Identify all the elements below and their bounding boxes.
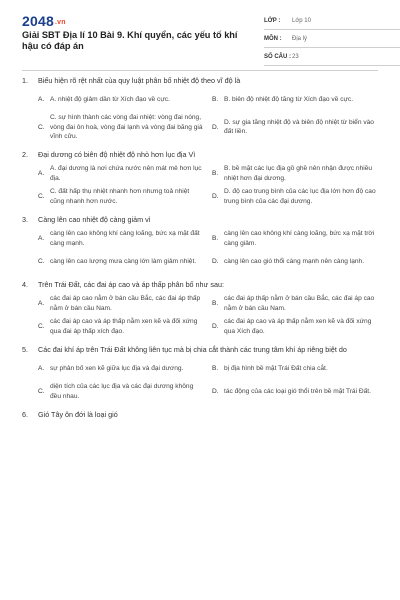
document-header: [22, 0, 378, 70]
option-letter: A.: [38, 364, 45, 372]
answer-option[interactable]: [38, 252, 204, 272]
question-number: 2.: [22, 149, 28, 159]
option-letter: D.: [212, 123, 219, 131]
option-text: càng lên cao không khí càng loãng, bức xạ mặt trời càng giảm.: [224, 230, 375, 247]
option-text: càng lên cao lượng mưa càng lớn làm giảm nhiệt.: [50, 257, 197, 265]
option-letter: A.: [38, 234, 45, 242]
option-text: sự phân bố xen kẽ giữa lục địa và đại dương.: [50, 364, 184, 372]
option-letter: C.: [38, 123, 45, 131]
meta-value: 23: [292, 53, 299, 60]
question-5: [22, 345, 378, 402]
question-number: 5.: [22, 344, 28, 354]
option-text: diện tích của các lục địa và các đại dương không đều nhau.: [50, 383, 194, 400]
option-text: bị địa hình bề mặt Trái Đất chia cắt.: [224, 364, 328, 372]
option-letter: D.: [212, 257, 219, 265]
answer-option[interactable]: [38, 113, 204, 142]
option-letter: D.: [212, 322, 219, 330]
answer-option[interactable]: [38, 294, 204, 314]
answer-option[interactable]: [212, 113, 378, 142]
question-number: 1.: [22, 76, 28, 85]
option-text: C. đất hấp thụ nhiệt nhanh hơn nhưng toả nhiệt cũng nhanh hơn nước.: [50, 188, 190, 205]
option-letter: C.: [38, 322, 45, 330]
question-text: [22, 150, 378, 160]
answer-option[interactable]: [212, 90, 378, 110]
option-letter: B.: [212, 364, 219, 372]
question-4: [22, 280, 378, 337]
question-text: [22, 345, 378, 355]
answer-option[interactable]: [212, 164, 378, 184]
option-letter: A.: [38, 169, 45, 177]
question-stem: Đại dương có biên độ nhiệt độ nhỏ hơn lục địa Vì: [38, 149, 196, 159]
meta-key: MÔN :: [264, 35, 282, 42]
option-letter: D.: [212, 387, 219, 395]
question-list: [22, 76, 378, 428]
meta-key: LỚP :: [264, 17, 281, 24]
answer-options: [22, 90, 378, 142]
option-text: A. nhiệt độ giảm dần từ Xích đạo về cực.: [50, 96, 170, 104]
answer-option[interactable]: [38, 187, 204, 207]
question-6: [22, 410, 378, 420]
question-2: [22, 150, 378, 207]
option-letter: A.: [38, 96, 45, 104]
question-number: 3.: [22, 214, 28, 224]
answer-option[interactable]: [38, 359, 204, 379]
answer-option[interactable]: [38, 164, 204, 184]
answer-option[interactable]: [38, 90, 204, 110]
option-letter: B.: [212, 234, 219, 242]
answer-option[interactable]: [212, 294, 378, 314]
answer-option[interactable]: [212, 359, 378, 379]
answer-option[interactable]: [212, 252, 378, 272]
option-letter: C.: [38, 387, 45, 395]
answer-option[interactable]: [38, 229, 204, 249]
header-divider: [22, 70, 378, 71]
site-logo[interactable]: [22, 13, 66, 29]
option-letter: D.: [212, 192, 219, 200]
answer-option[interactable]: [212, 187, 378, 207]
option-letter: B.: [212, 169, 219, 177]
question-1: [22, 76, 378, 142]
option-letter: B.: [212, 96, 219, 104]
answer-option[interactable]: [38, 317, 204, 337]
answer-options: [22, 229, 378, 272]
answer-options: [22, 294, 378, 337]
question-stem: Các đai khí áp trên Trái Đất không liên tục mà bị chia cắt thành các trung tâm khí áp riêng biệt do: [38, 344, 347, 354]
meta-value: Địa lý: [292, 35, 308, 42]
option-text: càng lên cao gió thổi càng mạnh nên càng lạnh.: [224, 257, 365, 265]
question-number: 6.: [22, 409, 28, 419]
option-text: D. độ cao trung bình của các lục địa lớn hơn độ cao trung bình của các đại dương.: [224, 188, 376, 205]
option-text: C. sự hình thành các vòng đai nhiệt: vòng đai nóng, vòng đai ôn hoà, vòng đai lạnh và vòng đai băng giá vĩnh cửu.: [50, 114, 203, 140]
answer-options: [22, 359, 378, 402]
option-text: các đai áp cao và áp thấp nằm xen kẽ và đối xứng qua Xích đạo.: [224, 318, 372, 335]
question-stem: Càng lên cao nhiệt độ càng giảm vì: [38, 214, 151, 224]
question-number: 4.: [22, 279, 28, 289]
question-text: [22, 215, 378, 225]
meta-row-class: [264, 12, 400, 30]
question-text: [22, 76, 378, 86]
question-stem: Gió Tây ôn đới là loại gió: [38, 409, 118, 419]
answer-option[interactable]: [38, 382, 204, 402]
answer-option[interactable]: [212, 317, 378, 337]
answer-options: [22, 164, 378, 207]
option-text: các đai áp cao và áp thấp nằm xen kẽ và đối xứng qua đai áp thấp xích đạo.: [50, 318, 198, 335]
question-text: [22, 410, 378, 420]
option-text: tác động của các loại gió thổi trên bề mặt Trái Đất.: [224, 387, 371, 395]
question-3: [22, 215, 378, 272]
document-title: Giải SBT Địa lí 10 Bài 9. Khí quyển, các yếu tố khí hậu có đáp án: [22, 30, 238, 51]
option-text: D. sự gia tăng nhiệt độ và biên độ nhiệt từ biển vào đất liền.: [224, 118, 374, 136]
option-text: B. bề mặt các lục địa gồ ghề nên nhận được nhiều nhiệt hơn đại dương.: [224, 165, 373, 182]
option-text: các đai áp cao nằm ở bán cầu Bắc, các đai áp thấp nằm ở bán cầu Nam.: [50, 295, 201, 312]
question-stem: Trên Trái Đất, các đai áp cao và áp thấp phân bố như sau:: [38, 279, 224, 289]
option-text: A. đại dương là nơi chứa nước nên mát mẻ hơn lục địa.: [50, 165, 202, 182]
meta-key: SỐ CÂU :: [264, 53, 291, 60]
meta-row-subject: [264, 30, 400, 48]
answer-option[interactable]: [212, 382, 378, 402]
meta-value: Lớp 10: [292, 17, 311, 24]
question-stem: Biểu hiện rõ rệt nhất của quy luật phân bố nhiệt độ theo vĩ độ là: [38, 76, 241, 85]
logo-suffix: .vn: [54, 19, 66, 26]
option-text: B. biên độ nhiệt độ tăng từ Xích đạo về cực.: [224, 96, 354, 104]
option-text: các đai áp thấp nằm ở bán cầu Bắc, các đai áp cao nằm ở bán cầu Nam.: [224, 295, 375, 312]
option-letter: C.: [38, 192, 45, 200]
logo-text: 2048: [22, 13, 54, 29]
option-letter: A.: [38, 299, 45, 307]
option-letter: B.: [212, 299, 219, 307]
document-meta: [264, 12, 400, 66]
option-text: càng lên cao không khí càng loãng, bức xạ mặt đất càng mạnh.: [50, 230, 200, 247]
meta-row-count: [264, 48, 400, 66]
answer-option[interactable]: [212, 229, 378, 249]
option-letter: C.: [38, 257, 45, 265]
question-text: [22, 280, 378, 290]
